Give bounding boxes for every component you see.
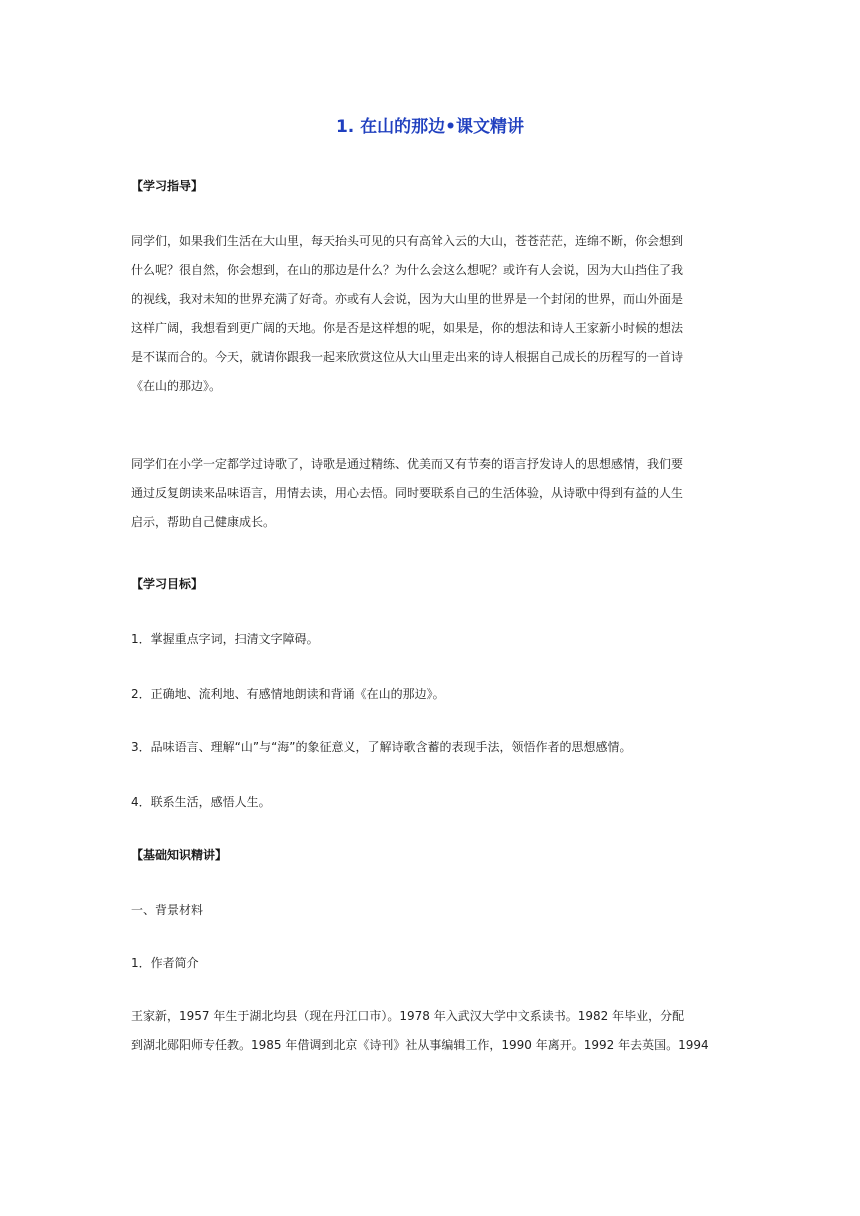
text-line: 同学们在小学一定都学过诗歌了，诗歌是通过精练、优美而又有节奏的语言抒发诗人的思想感情，我们要 [131,457,684,471]
text-line: 启示，帮助自己健康成长。 [131,515,276,529]
text-line: 什么呢？很自然，你会想到，在山的那边是什么？为什么会这么想呢？或许有人会说，因为大山挡住了我 [131,263,684,277]
goals-heading: 【学习目标】 [131,577,204,591]
goal-item: 2．正确地、流利地、有感情地朗读和背诵《在山的那边》。 [131,687,445,701]
basics-heading: 【基础知识精讲】 [131,848,228,862]
guide-paragraph-1 [131,227,731,401]
text-line: 同学们，如果我们生活在大山里，每天抬头可见的只有高耸入云的大山，苍苍茫茫，连绵不断，你会想到 [131,234,684,248]
page-title: 1. 在山的那边•课文精讲 [335,117,525,137]
goal-item: 1．掌握重点字词，扫清文字障碍。 [131,632,319,646]
text-line: 这样广阔，我想看到更广阔的天地。你是否是这样想的呢，如果是，你的想法和诗人王家新小时候的想法 [131,321,684,335]
text-line: 是不谋而合的。今天，就请你跟我一起来欣赏这位从大山里走出来的诗人根据自己成长的历程写的一首诗 [131,350,684,364]
text-line: 《在山的那边》。 [131,379,222,393]
guide-heading: 【学习指导】 [131,179,204,193]
background-label: 一、背景材料 [131,903,204,917]
goal-item: 4．联系生活，感悟人生。 [131,795,271,809]
text-line: 到湖北郧阳师专任教。1985 年借调到北京《诗刊》社从事编辑工作，1990 年离开。1992 年去英国。1994 [131,1038,709,1052]
text-line: 王家新，1957 年生于湖北均县（现在丹江口市）。1978 年入武汉大学中文系读书。1982 年毕业，分配 [131,1009,685,1023]
text-line: 的视线，我对未知的世界充满了好奇。亦或有人会说，因为大山里的世界是一个封闭的世界，而山外面是 [131,292,684,306]
text-line: 通过反复朗读来品味语言，用情去读，用心去悟。同时要联系自己的生活体验，从诗歌中得到有益的人生 [131,486,684,500]
author-label: 1．作者简介 [131,956,199,970]
author-paragraph [131,1002,731,1060]
goal-item: 3．品味语言、理解“山”与“海”的象征意义，了解诗歌含蓄的表现手法，领悟作者的思想感情。 [131,740,632,754]
guide-paragraph-2 [131,450,731,537]
